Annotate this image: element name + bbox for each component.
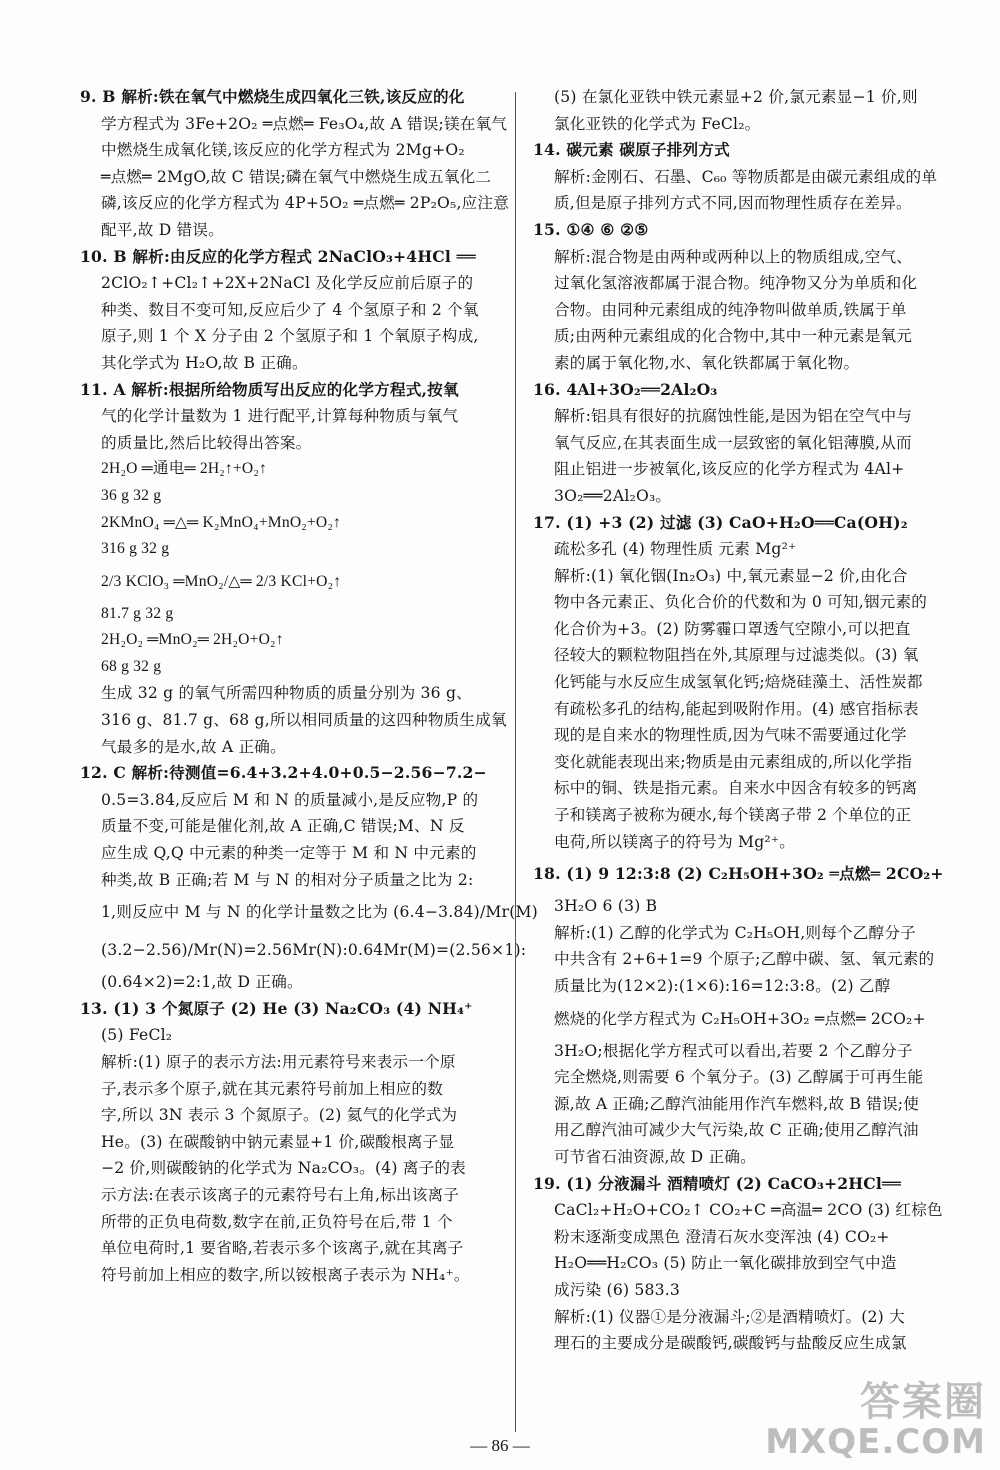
text-line: 粉末逐渐变成黑色 澄清石灰水变浑浊 (4) CO₂+	[554, 1227, 890, 1246]
text-line: 解析:(1) 原子的表示方法:用元素符号来表示一个原	[101, 1053, 456, 1071]
text-line: 0.5=3.84,反应后 M 和 N 的质量减小,是反应物,P 的	[101, 790, 479, 809]
text-line: 质量比为(12×2):(1×6):16=12:3:8。(2) 乙醇	[554, 977, 891, 995]
text-line: 种类、数目不变可知,反应后少了 4 个氢原子和 2 个氧	[101, 300, 479, 319]
text-line: 18. (1) 9 12:3:8 (2) C₂H₅OH+3O₂ ═点燃═ 2CO₂+	[533, 864, 944, 884]
text-line: 现的是自来水的物理性质,因为气味不需要通过化学	[554, 726, 907, 745]
column-divider	[515, 92, 516, 1432]
text-line: 标中的铜、铁是指元素。自来水中因含有较多的钙离	[554, 779, 918, 798]
text-line: 字,所以 3N 表示 3 个氮原子。(2) 氦气的化学式为	[101, 1106, 458, 1125]
text-line: 316 g 32 g	[101, 540, 170, 558]
text-line: 变化就能表现出来;物质是由元素组成的,所以化学指	[554, 752, 913, 771]
text-line: 11. A 解析:根据所给物质写出反应的化学方程式,按氧	[80, 379, 459, 399]
text-line: 316 g、81.7 g、68 g,所以相同质量的这四种物质生成氧	[101, 711, 507, 730]
text-line: 2KMnO₄ ═△═ K₂MnO₄+MnO₂+O₂↑	[101, 513, 342, 531]
text-line: 径较大的颗粒物阻挡在外,其原理与过滤类似。(3) 氧	[554, 646, 919, 665]
text-line: 9. B 解析:铁在氧气中燃烧生成四氧化三铁,该反应的化	[80, 87, 465, 106]
text-line: 3H₂O 6 (3) B	[554, 897, 658, 916]
text-line: 10. B 解析:由反应的化学方程式 2NaClO₃+4HCl ══	[80, 246, 476, 266]
text-line: 14. 碳元素 碳原子排列方式	[533, 140, 730, 160]
right-column	[533, 84, 953, 1357]
text-line: 13. (1) 3 个氮原子 (2) He (3) Na₂CO₃ (4) NH₄⁺	[80, 998, 473, 1018]
text-line: 解析:混合物是由两种或两种以上的物质组成,空气、	[554, 247, 913, 266]
text-line: He。(3) 在碳酸钠中钠元素显+1 价,碳酸根离子显	[101, 1132, 455, 1151]
text-line: 用乙醇汽油可减少大气污染,故 C 正确;使用乙醇汽油	[554, 1121, 919, 1140]
text-line: 子和镁离子被称为硬水,每个镁离子带 2 个单位的正	[554, 806, 912, 825]
text-line: 的质量比,然后比较得出答案。	[101, 433, 312, 452]
text-line: 所带的正负电荷数,数字在前,正负符号在后,带 1 个	[101, 1212, 453, 1231]
text-line: 中共含有 2+6+1=9 个原子;乙醇中碳、氢、氧元素的	[554, 950, 935, 969]
text-line: 单位电荷时,1 要省略,若表示多个该离子,就在其离子	[101, 1239, 464, 1258]
text-line: 解析:(1) 仪器①是分液漏斗;②是酒精喷灯。(2) 大	[554, 1307, 905, 1326]
text-line: 气最多的是水,故 A 正确。	[101, 737, 286, 756]
text-line: (3.2−2.56)/Mr(N)=2.56Mr(N):0.64Mr(M)=(2.56×1):	[101, 941, 527, 960]
text-line: 生成 32 g 的氧气所需四种物质的质量分别为 36 g、	[101, 684, 472, 703]
text-line: 子,表示多个原子,就在其元素符号前加上相应的数	[101, 1079, 443, 1098]
text-line: 成污染 (6) 583.3	[554, 1280, 681, 1299]
text-line: 化合价为+3。(2) 防雾霾口罩透气空隙小,可以把直	[554, 619, 911, 638]
watermark-line2: MXQE.COM	[765, 1422, 986, 1462]
text-line: 16. 4Al+3O₂══2Al₂O₃	[533, 379, 718, 399]
text-line: 可节省石油资源,故 D 正确。	[554, 1147, 756, 1166]
text-line: 质量不变,可能是催化剂,故 A 正确,C 错误;M、N 反	[101, 817, 465, 836]
text-line: 完全燃烧,则需要 6 个氧分子。(3) 乙醇属于可再生能	[554, 1068, 924, 1087]
text-line: 68 g 32 g	[101, 657, 162, 675]
page-number: — 86 —	[470, 1436, 530, 1455]
text-line: 12. C 解析:待测值=6.4+3.2+4.0+0.5−2.56−7.2−	[80, 763, 487, 783]
text-line: 理石的主要成分是碳酸钙,碳酸钙与盐酸反应生成氯	[554, 1334, 907, 1353]
text-line: 解析:铝具有很好的抗腐蚀性能,是因为铝在空气中与	[554, 407, 913, 426]
text-line: 1,则反应中 M 与 N 的化学计量数之比为 (6.4−3.84)/Mr(M)	[101, 903, 538, 922]
watermark-logo	[765, 1380, 986, 1460]
text-line: 素的属于氧化物,水、氧化铁都属于氧化物。	[554, 353, 860, 372]
text-line: 2H₂O ═通电═ 2H₂↑+O₂↑	[101, 460, 268, 478]
text-line: 2H₂O₂ ═MnO₂═ 2H₂O+O₂↑	[101, 631, 284, 649]
text-line: (5) FeCl₂	[101, 1026, 173, 1045]
text-line: 3O₂══2Al₂O₃。	[554, 486, 672, 505]
text-line: 配平,故 D 错误。	[101, 220, 224, 239]
text-line: 81.7 g 32 g	[101, 604, 174, 622]
text-line: 解析:(1) 氧化铟(In₂O₃) 中,氧元素显−2 价,由化合	[554, 566, 908, 585]
text-line: −2 价,则碳酸钠的化学式为 Na₂CO₃。(4) 离子的表	[101, 1159, 466, 1178]
text-line: 疏松多孔 (4) 物理性质 元素 Mg²⁺	[554, 540, 797, 559]
text-line: 2ClO₂↑+Cl₂↑+2X+2NaCl 及化学反应前后原子的	[101, 274, 474, 293]
text-line: 质;由两种元素组成的化合物中,其中一种元素是氧元	[554, 327, 913, 346]
text-line: 电荷,所以镁离子的符号为 Mg²⁺。	[554, 832, 796, 851]
text-line: 其化学式为 H₂O,故 B 正确。	[101, 353, 308, 372]
left-column	[80, 84, 538, 1288]
text-line: (0.64×2)=2:1,故 D 正确。	[101, 973, 303, 992]
text-line: 示方法:在表示该离子的元素符号右上角,标出该离子	[101, 1185, 460, 1204]
text-line: 应生成 Q,Q 中元素的种类一定等于 M 和 N 中元素的	[101, 844, 477, 863]
text-line: 19. (1) 分液漏斗 酒精喷灯 (2) CaCO₃+2HCl══	[533, 1173, 902, 1193]
text-line: 36 g 32 g	[101, 486, 162, 504]
text-line: 源,故 A 正确;乙醇汽油能用作汽车燃料,故 B 错误;使	[554, 1094, 920, 1113]
text-line: 化钙能与水反应生成氢氧化钙;焙烧硅藻土、活性炭都	[554, 673, 923, 692]
text-line: ═点燃═ 2MgO,故 C 错误;磷在氧气中燃烧生成五氧化二	[101, 167, 492, 186]
text-line: 气的化学计量数为 1 进行配平,计算每种物质与氧气	[101, 407, 459, 426]
text-line: 3H₂O;根据化学方程式可以看出,若要 2 个乙醇分子	[554, 1041, 913, 1060]
text-line: 合物。由同种元素组成的纯净物叫做单质,铁属于单	[554, 300, 907, 319]
text-line: 2/3 KClO₃ ═MnO₂/△═ 2/3 KCl+O₂↑	[101, 572, 342, 590]
text-line: 学方程式为 3Fe+2O₂ ═点燃═ Fe₃O₄,故 A 错误;镁在氧气	[101, 114, 508, 133]
text-line: 原子,则 1 个 X 分子由 2 个氢原子和 1 个氧原子构成,	[101, 327, 479, 346]
text-line: 解析:金刚石、石墨、C₆₀ 等物质都是由碳元素组成的单	[554, 167, 938, 186]
text-line: 磷,该反应的化学方程式为 4P+5O₂ ═点燃═ 2P₂O₅,应注意	[101, 194, 509, 213]
text-line: 燃烧的化学方程式为 C₂H₅OH+3O₂ ═点燃═ 2CO₂+	[554, 1009, 926, 1028]
text-line: 过氧化氢溶液都属于混合物。纯净物又分为单质和化	[554, 274, 918, 293]
text-line: 物中各元素正、负化合价的代数和为 0 可知,铟元素的	[554, 593, 928, 612]
text-line: 种类,故 B 正确;若 M 与 N 的相对分子质量之比为 2:	[101, 870, 474, 889]
text-line: 中燃烧生成氧化镁,该反应的化学方程式为 2Mg+O₂	[101, 141, 465, 160]
text-line: 阻止铝进一步被氧化,该反应的化学方程式为 4Al+	[554, 460, 905, 479]
text-line: 15. ①④ ⑥ ②⑤	[533, 219, 649, 239]
watermark-line1: 答案圈	[860, 1379, 986, 1425]
text-line: H₂O══H₂CO₃ (5) 防止一氧化碳排放到空气中造	[554, 1254, 897, 1273]
text-line: (5) 在氯化亚铁中铁元素显+2 价,氯元素显−1 价,则	[554, 88, 918, 106]
text-line: 氧气反应,在其表面生成一层致密的氧化铝薄膜,从而	[554, 433, 912, 452]
text-line: 质,但是原子排列方式不同,因而物理性质存在差异。	[554, 194, 912, 213]
text-line: 氯化亚铁的化学式为 FeCl₂。	[554, 114, 761, 133]
text-line: CaCl₂+H₂O+CO₂↑ CO₂+C ═高温═ 2CO (3) 红棕色	[554, 1201, 943, 1220]
text-line: 17. (1) +3 (2) 过滤 (3) CaO+H₂O══Ca(OH)₂	[533, 512, 908, 532]
text-line: 符号前加上相应的数字,所以铵根离子表示为 NH₄⁺。	[101, 1265, 470, 1284]
text-line: 有疏松多孔的结构,能起到吸附作用。(4) 感官指标表	[554, 699, 919, 718]
text-line: 解析:(1) 乙醇的化学式为 C₂H₅OH,则每个乙醇分子	[554, 923, 916, 942]
